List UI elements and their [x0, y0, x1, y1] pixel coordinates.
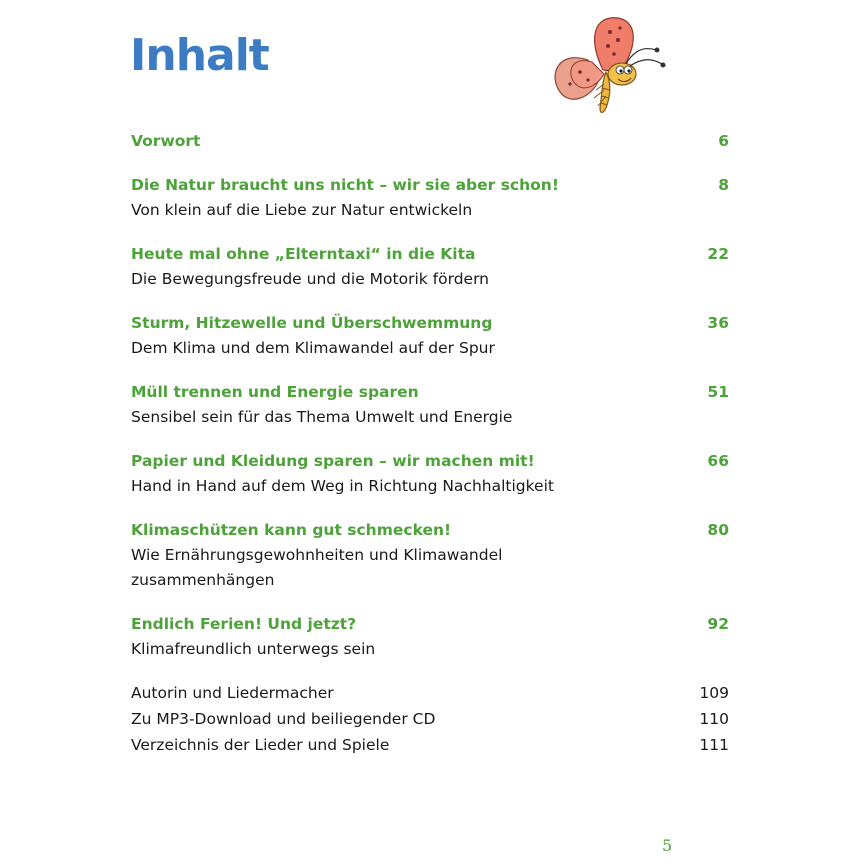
appendix-page: 110 [699, 710, 729, 728]
toc-entry[interactable] [131, 448, 729, 499]
chapter-title: Papier und Kleidung sparen – wir machen mit! [131, 452, 535, 470]
chapter-page: 8 [718, 176, 729, 194]
toc-entry[interactable] [131, 172, 729, 223]
appendix-page: 111 [699, 736, 729, 754]
chapter-title: Sturm, Hitzewelle und Überschwemmung [131, 314, 493, 332]
chapter-page: 51 [707, 383, 729, 401]
chapter-page: 66 [707, 452, 729, 470]
chapter-subtitle: Die Bewegungsfreude und die Motorik fördern [131, 270, 489, 288]
chapter-subtitle: Dem Klima und dem Klimawandel auf der Spur [131, 339, 495, 357]
chapter-page: 36 [707, 314, 729, 332]
toc-entry[interactable] [131, 310, 729, 361]
toc-entry[interactable] [131, 611, 729, 662]
chapter-page: 92 [707, 615, 729, 633]
appendix-title: Autorin und Liedermacher [131, 684, 334, 702]
chapter-title: Klimaschützen kann gut schmecken! [131, 521, 452, 539]
butterfly-illustration [548, 10, 678, 130]
toc-entry[interactable] [131, 517, 729, 593]
appendix-title: Verzeichnis der Lieder und Spiele [131, 736, 390, 754]
toc-entry[interactable] [131, 241, 729, 292]
table-of-contents [131, 128, 729, 758]
chapter-title: Müll trennen und Energie sparen [131, 383, 419, 401]
appendix-page: 109 [699, 684, 729, 702]
chapter-subtitle: Wie Ernährungsgewohnheiten und Klimawandel zusammenhängen [131, 546, 503, 589]
appendix-list [131, 680, 729, 758]
chapter-page: 22 [707, 245, 729, 263]
chapter-title: Heute mal ohne „Elterntaxi“ in die Kita [131, 245, 476, 263]
chapter-subtitle: Sensibel sein für das Thema Umwelt und Energie [131, 408, 513, 426]
appendix-title: Zu MP3-Download und beiliegender CD [131, 710, 436, 728]
chapter-subtitle: Hand in Hand auf dem Weg in Richtung Nachhaltigkeit [131, 477, 554, 495]
page-title: Inhalt [130, 30, 269, 81]
appendix-entry[interactable] [131, 706, 729, 732]
page-number: 5 [662, 836, 673, 855]
chapter-page: 6 [718, 132, 729, 150]
chapter-subtitle: Klimafreundlich unterwegs sein [131, 640, 376, 658]
chapter-subtitle: Von klein auf die Liebe zur Natur entwickeln [131, 201, 473, 219]
chapter-page: 80 [707, 521, 729, 539]
toc-entry[interactable] [131, 128, 729, 154]
toc-entry[interactable] [131, 379, 729, 430]
appendix-entry[interactable] [131, 680, 729, 706]
chapter-title: Die Natur braucht uns nicht – wir sie aber schon! [131, 176, 559, 194]
appendix-entry[interactable] [131, 732, 729, 758]
chapter-title: Vorwort [131, 132, 201, 150]
chapter-title: Endlich Ferien! Und jetzt? [131, 615, 357, 633]
